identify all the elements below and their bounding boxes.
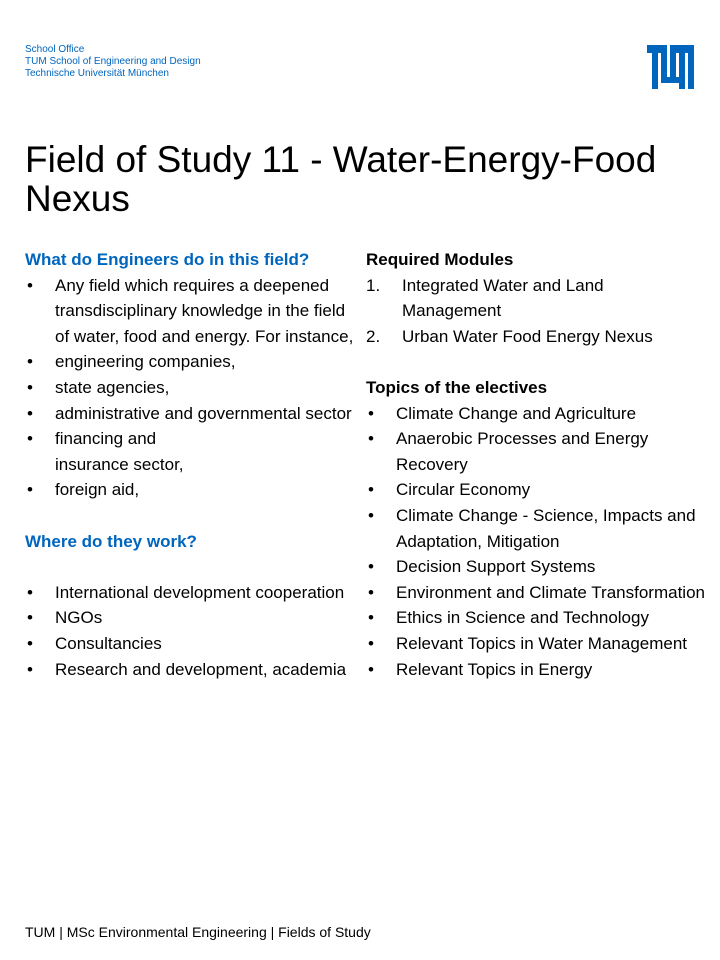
- bullet: •: [27, 403, 33, 423]
- bullet: •: [368, 659, 374, 679]
- bullet: •: [368, 429, 374, 449]
- list-item: • Climate Change - Science, Impacts and Adaptation, Mitigation: [366, 503, 706, 554]
- header-university: Technische Universität München: [25, 68, 169, 79]
- electives-list: [366, 401, 706, 683]
- bullet: •: [27, 608, 33, 628]
- module-number: 1.: [366, 275, 381, 295]
- tum-logo-icon: [647, 45, 694, 89]
- bullet: •: [27, 377, 33, 397]
- bullet: •: [27, 275, 33, 295]
- right-column: [366, 247, 706, 682]
- list-item: 1. Integrated Water and Land Management: [366, 273, 662, 324]
- modules-list: [366, 273, 706, 350]
- left-column: [25, 247, 360, 682]
- list-item: • Research and development, academia: [25, 657, 360, 683]
- list-item: • NGOs: [25, 605, 360, 631]
- list-item: • Environment and Climate Transformation: [366, 580, 706, 606]
- engineers-heading: What do Engineers do in this field?: [25, 250, 310, 269]
- list-item: • financing and insurance sector,: [25, 426, 225, 477]
- bullet: •: [27, 352, 33, 372]
- list-item: • Circular Economy: [366, 477, 706, 503]
- list-item: 2. Urban Water Food Energy Nexus: [366, 324, 706, 350]
- list-item: • Any field which requires a deepened transdisciplinary knowledge in the field of water, food and energy. For instance,: [25, 273, 360, 350]
- bullet: •: [27, 429, 33, 449]
- bullet: •: [27, 582, 33, 602]
- header-school-office: School Office: [25, 44, 85, 55]
- bullet: •: [368, 557, 374, 577]
- bullet: •: [368, 582, 374, 602]
- list-item: • Ethics in Science and Technology: [366, 605, 706, 631]
- bullet: •: [27, 480, 33, 500]
- bullet: •: [27, 633, 33, 653]
- bullet: •: [368, 633, 374, 653]
- bullet: •: [368, 608, 374, 628]
- bullet: •: [368, 403, 374, 423]
- electives-heading: Topics of the electives: [366, 377, 548, 397]
- list-item: • administrative and governmental sector: [25, 401, 360, 427]
- bullet: •: [368, 505, 374, 525]
- list-item: • Consultancies: [25, 631, 360, 657]
- work-list: [25, 580, 360, 682]
- work-heading: Where do they work?: [25, 531, 197, 551]
- bullet: •: [27, 659, 33, 679]
- required-modules-heading: Required Modules: [366, 250, 514, 269]
- footer: TUM | MSc Environmental Engineering | Fields of Study: [25, 924, 371, 940]
- bullet: •: [368, 480, 374, 500]
- list-item: • Relevant Topics in Water Management: [366, 631, 706, 657]
- module-number: 2.: [366, 326, 381, 346]
- list-item: • Relevant Topics in Energy: [366, 657, 706, 683]
- header: [25, 44, 201, 80]
- page-title: Field of Study 11 - Water-Energy-Food Nexus: [25, 139, 657, 219]
- list-item: • International development cooperation: [25, 580, 360, 606]
- list-item: • Decision Support Systems: [366, 554, 706, 580]
- list-item: • Anaerobic Processes and Energy Recovery: [366, 426, 706, 477]
- list-item: • Climate Change and Agriculture: [366, 401, 706, 427]
- list-item: • foreign aid,: [25, 477, 360, 503]
- header-school-name: TUM School of Engineering and Design: [25, 56, 201, 67]
- list-item: • engineering companies,: [25, 349, 360, 375]
- list-item: • state agencies,: [25, 375, 360, 401]
- engineers-list: [25, 273, 360, 503]
